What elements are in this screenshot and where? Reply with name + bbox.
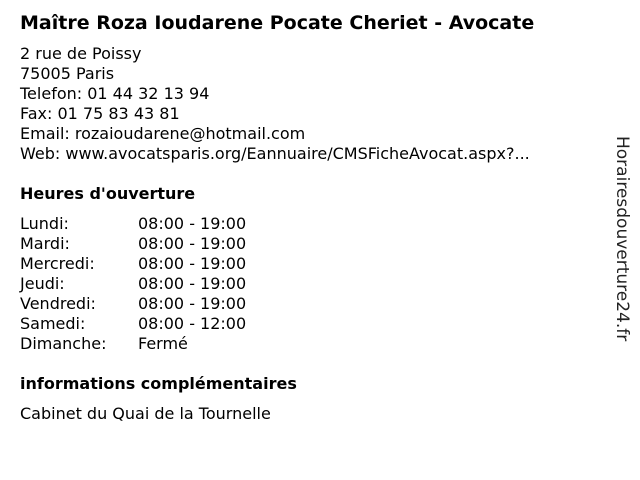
day-label: Lundi: (20, 214, 69, 233)
day-label: Samedi: (20, 314, 86, 333)
opening-hours-table (20, 214, 246, 354)
day-label: Dimanche: (20, 334, 107, 353)
hours-row-monday (20, 214, 246, 234)
time-value: 08:00 - 19:00 (138, 294, 247, 313)
time-value: 08:00 - 19:00 (138, 254, 247, 273)
time-value: 08:00 - 19:00 (138, 234, 247, 253)
day-label: Mardi: (20, 234, 70, 253)
additional-info-text: Cabinet du Quai de la Tournelle (20, 404, 271, 423)
address-city: 75005 Paris (20, 64, 115, 83)
time-value: 08:00 - 19:00 (138, 214, 247, 233)
opening-hours-heading: Heures d'ouverture (20, 184, 196, 203)
day-label: Jeudi: (20, 274, 65, 293)
day-label: Vendredi: (20, 294, 96, 313)
hours-row-saturday (20, 314, 246, 334)
hours-row-wednesday (20, 254, 246, 274)
email-line: Email: rozaioudarene@hotmail.com (20, 124, 306, 143)
hours-row-tuesday (20, 234, 246, 254)
hours-row-thursday (20, 274, 246, 294)
hours-row-sunday (20, 334, 246, 354)
day-label: Mercredi: (20, 254, 95, 273)
phone-line: Telefon: 01 44 32 13 94 (20, 84, 210, 103)
time-value: 08:00 - 19:00 (138, 274, 247, 293)
hours-row-friday (20, 294, 246, 314)
fax-line: Fax: 01 75 83 43 81 (20, 104, 180, 123)
additional-info-heading: informations complémentaires (20, 374, 297, 393)
time-value: 08:00 - 12:00 (138, 314, 247, 333)
site-watermark: Horairesdouverture24.fr (612, 136, 632, 342)
web-line: Web: www.avocatsparis.org/Eannuaire/CMSFicheAvocat.aspx?... (20, 144, 530, 163)
time-value: Fermé (138, 334, 188, 353)
page-title: Maître Roza Ioudarene Pocate Cheriet - Avocate (20, 12, 535, 34)
address-street: 2 rue de Poissy (20, 44, 142, 63)
contact-block (20, 44, 530, 164)
